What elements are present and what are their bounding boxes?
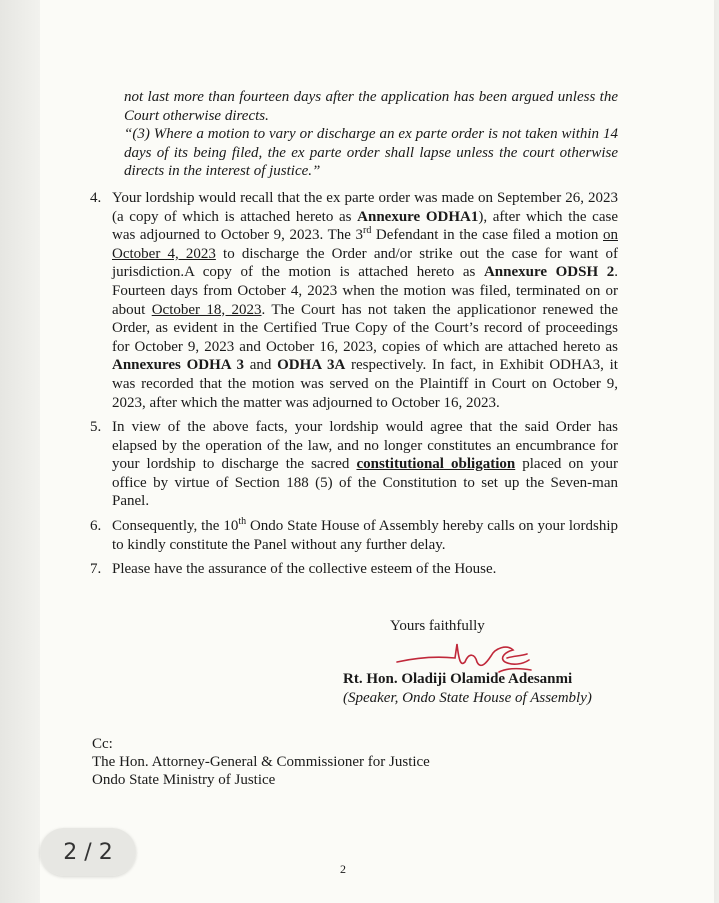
cc-recipient: The Hon. Attorney-General & Commissioner for Justice — [92, 754, 430, 770]
annexure-ref: ODHA 3A — [277, 357, 346, 374]
cc-block — [92, 735, 430, 789]
signer-name: Rt. Hon. Oladiji Olamide Adesanmi — [343, 671, 573, 687]
underlined-date: October 18, 2023 — [151, 301, 262, 318]
annexure-ref: Annexures ODHA 3 — [112, 357, 244, 374]
closing-salutation: Yours faithfully — [390, 618, 485, 634]
paragraph-4: 4. Your lordship would recall that the ex parte order was made on September 26, 2023 (a copy of which is attached hereto as Annexure ODHA1), after which the case was adjourned to October 9, 2023. The 3rd Defendant in the case filed a motion on October 4, 2023 to discharge the Order and/or strike out the case for want of jurisdiction.A copy of the motion is attached hereto as Annexure ODSH 2. Fourteen days from October 4, 2023 when the motion was filed, terminated on or about October 18, 2023. The Court has not taken the applicationor renewed the Order, as evident in the Certified True Copy of the Court’s record of proceedings for October 9, 2023 and October 16, 2023, copies of which are attached hereto as Annexures ODHA 3 and ODHA 3A respectively. In fact, in Exhibit ODHA3, it was recorded that the motion was served on the Plaintiff in Court on October 9, 2023, after which the matter was adjourned to October 16, 2023. — [90, 189, 619, 411]
annexure-ref: Annexure ODSH 2 — [483, 264, 615, 281]
statute-quote — [124, 88, 618, 181]
signature-block — [343, 670, 592, 708]
paragraph-number: 6. — [90, 518, 102, 535]
paragraph-number: 5. — [90, 419, 102, 436]
numbered-paragraphs — [90, 189, 618, 579]
quote-line-1: not last more than fourteen days after the application has been argued unless the Court otherwise directs. — [124, 89, 618, 124]
paragraph-6: 6. Consequently, the 10th Ondo State House of Assembly hereby calls on your lordship to kindly constitute the Panel without any further delay. — [90, 516, 619, 553]
underlined-date: on October 4, 2023 — [112, 227, 618, 262]
paragraph-number: 7. — [90, 561, 102, 578]
paragraph-number: 4. — [90, 189, 102, 206]
paragraph-5: 5. In view of the above facts, your lordship would agree that the said Order has elapsed by the operation of the law, and no longer constitutes an encumbrance for your lordship to discharge the sacred constitutional obligation placed on your office by virtue of Section 188 (5) of the Constitution to set up the Seven-man Panel. — [90, 419, 618, 510]
page-indicator[interactable] — [40, 828, 136, 876]
annexure-ref: Annexure ODHA1 — [357, 208, 479, 225]
paragraph-7: 7. Please have the assurance of the collective esteem of the House. — [90, 561, 497, 578]
quote-line-2: “(3) Where a motion to vary or discharge an ex parte order is not taken within 14 days of its being filed, the ex parte order shall lapse unless the court otherwise directs in the interest of justice.” — [124, 126, 618, 180]
previous-page-edge — [0, 0, 40, 903]
letter-body — [90, 88, 618, 585]
cc-organization: Ondo State Ministry of Justice — [92, 772, 276, 788]
page-number: 2 — [340, 862, 346, 876]
underlined-phrase: constitutional obligation — [356, 456, 516, 473]
signer-role: (Speaker, Ondo State House of Assembly) — [343, 690, 592, 706]
cc-label: Cc: — [92, 736, 113, 752]
page-indicator-text: 2 / 2 — [63, 839, 113, 865]
